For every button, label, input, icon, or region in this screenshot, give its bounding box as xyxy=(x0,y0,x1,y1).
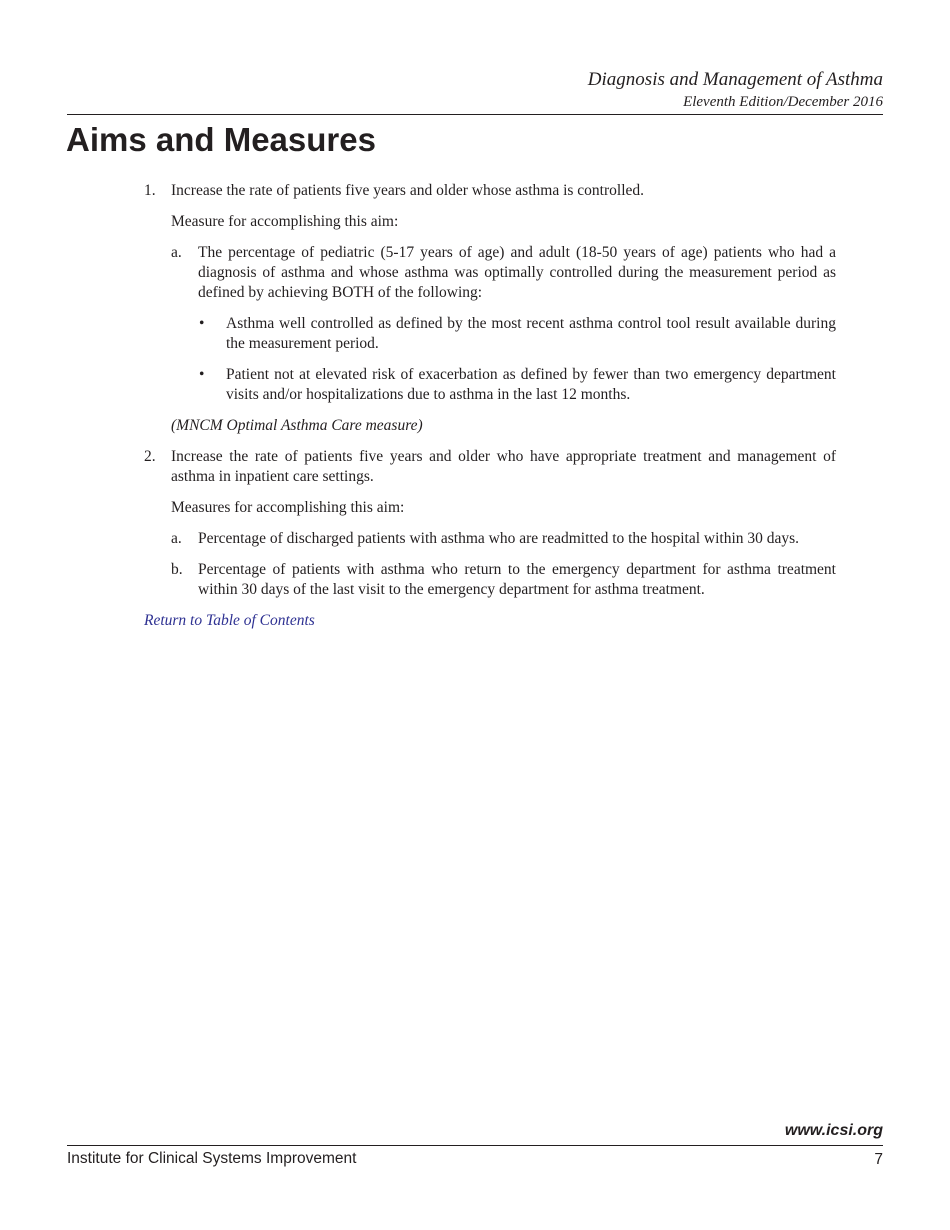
measure-letter: a. xyxy=(171,530,182,547)
aim-number: 2. xyxy=(144,448,156,465)
aim-text: Increase the rate of patients five years and older whose asthma is controlled. xyxy=(171,182,644,199)
edition-label: Eleventh Edition/December 2016 xyxy=(683,94,883,110)
bullet-item xyxy=(144,365,836,405)
measure-1a xyxy=(144,243,836,303)
organization-name: Institute for Clinical Systems Improvement xyxy=(67,1150,357,1167)
measure-text: Percentage of patients with asthma who return to the emergency department for asthma treatment within 30 days of the last visit to the emergency department for asthma treatment. xyxy=(198,561,836,598)
bullet-text: Asthma well controlled as defined by the most recent asthma control tool result available during the measurement period. xyxy=(226,315,836,352)
header-rule xyxy=(67,114,883,115)
measure-letter: a. xyxy=(171,244,182,261)
return-to-toc-link[interactable]: Return to Table of Contents xyxy=(144,612,315,629)
website-url: www.icsi.org xyxy=(784,1122,883,1139)
aim-1 xyxy=(144,181,836,201)
measure-letter: b. xyxy=(171,561,183,578)
aims-content xyxy=(144,181,836,631)
measure-text: The percentage of pediatric (5-17 years of age) and adult (18-50 years of age) patients who had a diagnosis of asthma and whose asthma was optimally controlled during the measurement period as defined by achieving BOTH of the following: xyxy=(198,244,836,301)
page-title: Aims and Measures xyxy=(66,121,376,158)
running-header xyxy=(67,68,883,112)
bullet-item xyxy=(144,314,836,354)
aim-number: 1. xyxy=(144,182,156,199)
source-note: (MNCM Optimal Asthma Care measure) xyxy=(171,417,423,434)
measure-2a xyxy=(144,529,836,549)
page-number: 7 xyxy=(874,1151,883,1168)
measure-intro: Measure for accomplishing this aim: xyxy=(171,213,399,230)
aim-2 xyxy=(144,447,836,487)
bullet-text: Patient not at elevated risk of exacerbation as defined by fewer than two emergency department visits and/or hospitalizations due to asthma in the last 12 months. xyxy=(226,366,836,403)
measure-2b xyxy=(144,560,836,600)
bullet-icon: • xyxy=(199,315,205,332)
bullet-icon: • xyxy=(199,366,205,383)
footer-rule xyxy=(67,1145,883,1146)
document-title: Diagnosis and Management of Asthma xyxy=(587,69,883,90)
aim-text: Increase the rate of patients five years and older who have appropriate treatment and management of asthma in inpatient care settings. xyxy=(171,448,836,485)
measure-text: Percentage of discharged patients with asthma who are readmitted to the hospital within 30 days. xyxy=(198,530,800,547)
measure-intro: Measures for accomplishing this aim: xyxy=(171,499,405,516)
